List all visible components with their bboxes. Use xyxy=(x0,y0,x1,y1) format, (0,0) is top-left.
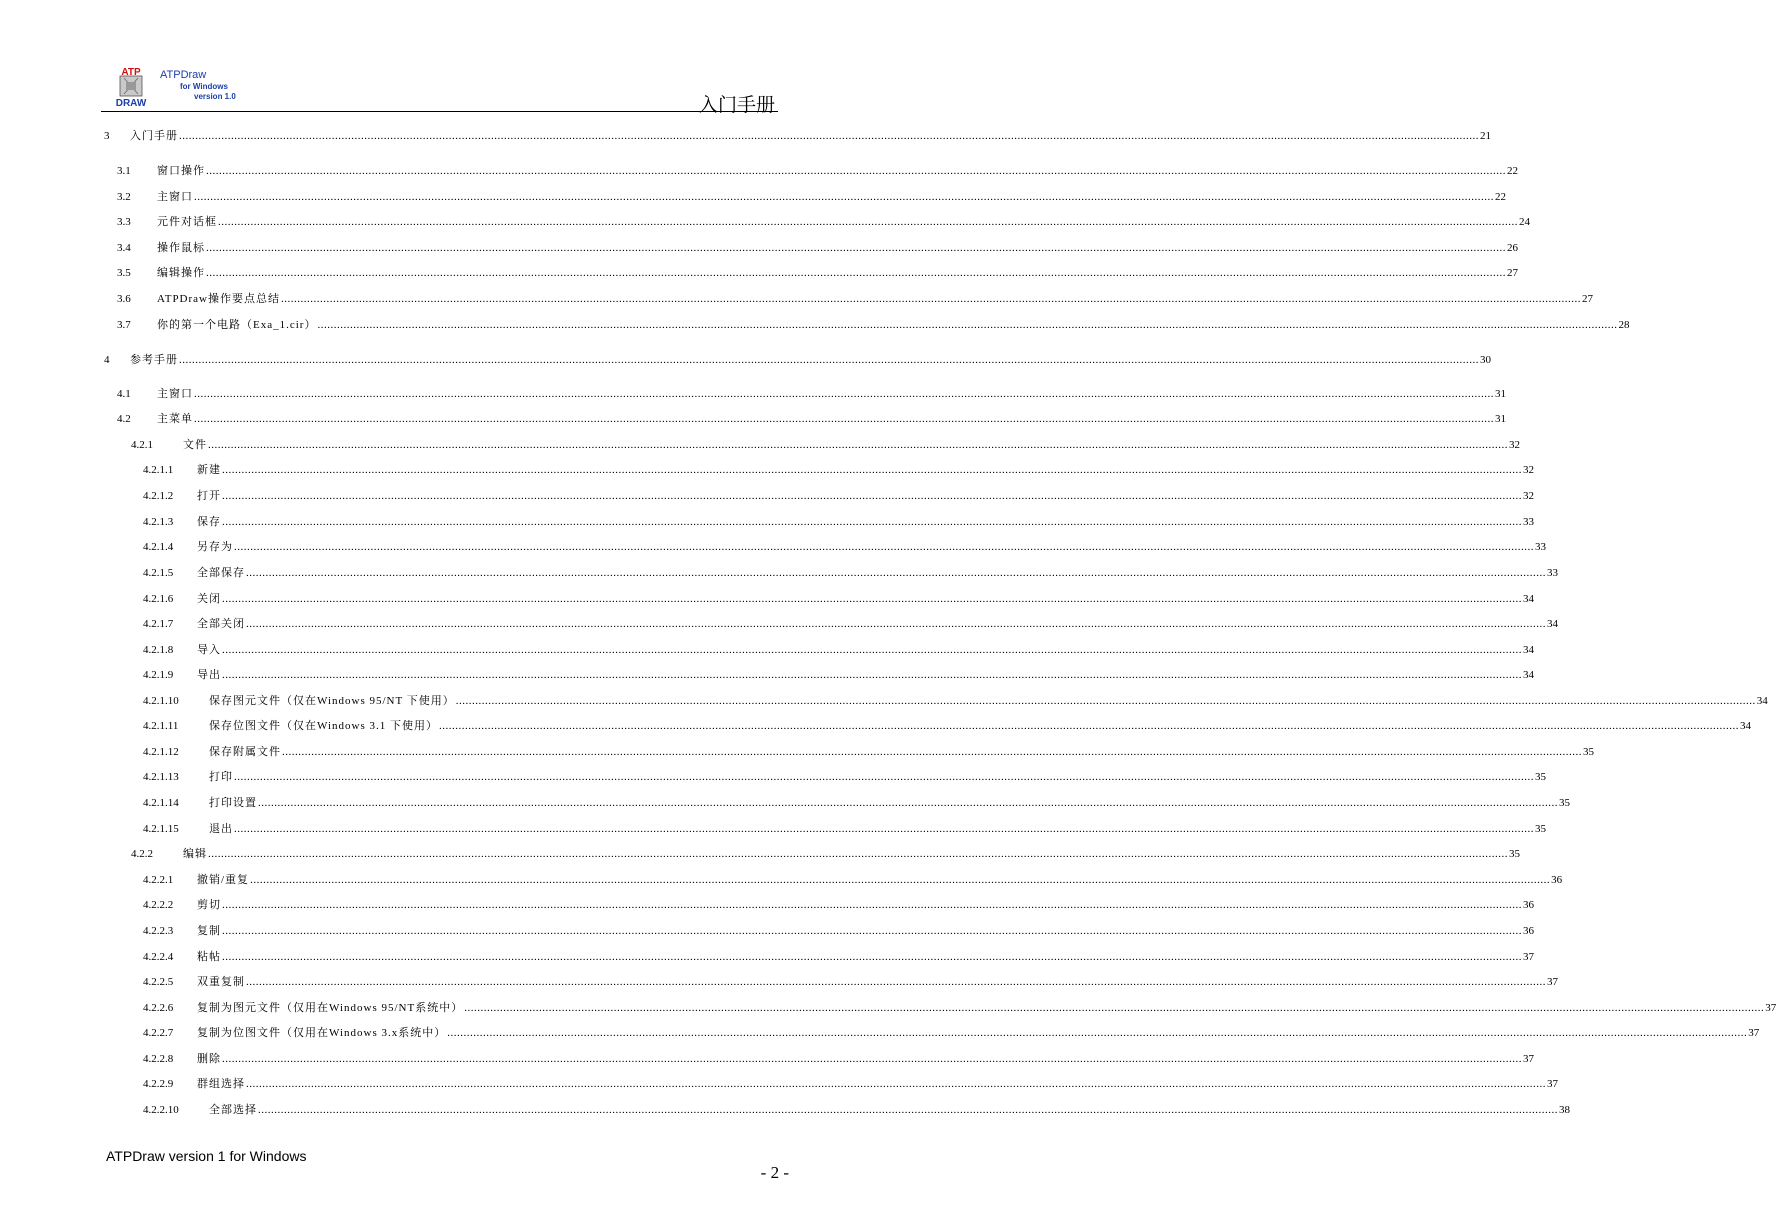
toc-entry-title: 你的第一个电路（Exa_1.cir） xyxy=(157,319,317,331)
toc-entry-title: 撤销/重复 xyxy=(197,874,250,886)
toc-entry[interactable] xyxy=(143,515,1534,529)
toc-entry-title: 全部保存 xyxy=(197,567,245,579)
toc-entry-number: 4.2.2 xyxy=(131,848,153,860)
logo-subtitle-platform: for Windows xyxy=(180,82,228,91)
toc-leader-dots: ................................................................................................................................................................................................................................................................................................................................................................................................................ xyxy=(222,464,1522,476)
toc-entry-page: 37 xyxy=(1523,951,1534,963)
toc-entry[interactable] xyxy=(143,694,1768,708)
toc-entry-page: 32 xyxy=(1509,439,1520,451)
toc-entry-title: 窗口操作 xyxy=(157,165,205,177)
toc-entry-page: 32 xyxy=(1523,490,1534,502)
toc-leader-dots: ................................................................................................................................................................................................................................................................................................................................................................................................................ xyxy=(222,899,1522,911)
toc-entry-page: 32 xyxy=(1523,464,1534,476)
toc-entry[interactable] xyxy=(143,1001,1776,1015)
toc-leader-dots: ................................................................................................................................................................................................................................................................................................................................................................................................................ xyxy=(246,567,1546,579)
toc-leader-dots: ................................................................................................................................................................................................................................................................................................................................................................................................................ xyxy=(208,848,1508,860)
toc-entry[interactable] xyxy=(131,847,1520,861)
toc-entry-number: 3.1 xyxy=(117,165,131,177)
toc-entry-title: 双重复制 xyxy=(197,976,245,988)
toc-entry-title: 文件 xyxy=(183,439,207,451)
toc-entry-page: 34 xyxy=(1547,618,1558,630)
toc-entry[interactable] xyxy=(131,438,1520,452)
toc-entry-number: 4.2.1.11 xyxy=(143,720,179,732)
toc-entry-title: 复制 xyxy=(197,925,221,937)
logo-mark-top: ATP xyxy=(121,67,141,78)
toc-entry-title: 主窗口 xyxy=(157,388,193,400)
toc-entry-title: 保存图元文件（仅在Windows 95/NT 下使用） xyxy=(209,695,455,707)
toc-leader-dots: ................................................................................................................................................................................................................................................................................................................................................................................................................ xyxy=(222,925,1522,937)
toc-entry-title: 主窗口 xyxy=(157,191,193,203)
toc-entry[interactable] xyxy=(143,796,1570,810)
toc-entry[interactable] xyxy=(143,540,1546,554)
logo-mark-bottom: DRAW xyxy=(115,98,147,109)
toc-entry-page: 35 xyxy=(1535,823,1546,835)
toc-entry-title: 编辑 xyxy=(183,848,207,860)
toc-entry-number: 4.2.2.7 xyxy=(143,1027,174,1039)
toc-leader-dots: ................................................................................................................................................................................................................................................................................................................................................................................................................ xyxy=(208,439,1508,451)
toc-entry[interactable] xyxy=(104,353,1491,367)
toc-entry[interactable] xyxy=(117,164,1518,178)
toc-leader-dots: ................................................................................................................................................................................................................................................................................................................................................................................................................ xyxy=(317,319,1618,331)
toc-entry-page: 34 xyxy=(1523,593,1534,605)
toc-leader-dots: ................................................................................................................................................................................................................................................................................................................................................................................................................ xyxy=(234,823,1534,835)
toc-entry-page: 38 xyxy=(1559,1104,1570,1116)
toc-leader-dots: ................................................................................................................................................................................................................................................................................................................................................................................................................ xyxy=(438,720,1739,732)
toc-entry[interactable] xyxy=(104,129,1491,143)
toc-entry[interactable] xyxy=(143,643,1534,657)
toc-entry-number: 4.2.2.5 xyxy=(143,976,174,988)
logo-title: ATPDraw xyxy=(160,69,207,81)
toc-entry-page: 27 xyxy=(1507,267,1518,279)
toc-entry[interactable] xyxy=(143,1077,1558,1091)
toc-entry-title: 复制为位图文件（仅用在Windows 3.x系统中） xyxy=(197,1027,447,1039)
toc-entry-page: 31 xyxy=(1495,388,1506,400)
toc-entry-number: 3.7 xyxy=(117,319,131,331)
toc-entry-title: 另存为 xyxy=(197,541,233,553)
toc-leader-dots: ................................................................................................................................................................................................................................................................................................................................................................................................................ xyxy=(222,516,1522,528)
toc-entry-title: 打印 xyxy=(209,771,233,783)
toc-entry-number: 3.2 xyxy=(117,191,131,203)
toc-entry-title: 保存附属文件 xyxy=(209,746,281,758)
toc-entry-number: 4.2.2.4 xyxy=(143,951,174,963)
toc-entry-title: 全部选择 xyxy=(209,1104,257,1116)
toc-entry-title: 复制为图元文件（仅用在Windows 95/NT系统中） xyxy=(197,1002,464,1014)
toc-leader-dots: ................................................................................................................................................................................................................................................................................................................................................................................................................ xyxy=(234,541,1534,553)
toc-entry-number: 4.2.1 xyxy=(131,439,153,451)
toc-leader-dots: ................................................................................................................................................................................................................................................................................................................................................................................................................ xyxy=(222,669,1522,681)
toc-entry[interactable] xyxy=(117,387,1506,401)
toc-leader-dots: ................................................................................................................................................................................................................................................................................................................................................................................................................ xyxy=(234,771,1534,783)
toc-entry[interactable] xyxy=(143,1103,1570,1117)
toc-entry-page: 24 xyxy=(1519,216,1530,228)
toc-entry-title: 导入 xyxy=(197,644,221,656)
toc-leader-dots: ................................................................................................................................................................................................................................................................................................................................................................................................................ xyxy=(222,1053,1522,1065)
toc-leader-dots: ................................................................................................................................................................................................................................................................................................................................................................................................................ xyxy=(258,1104,1558,1116)
toc-entry[interactable] xyxy=(143,566,1558,580)
toc-entry[interactable] xyxy=(117,266,1518,280)
toc-entry-title: 打印设置 xyxy=(209,797,257,809)
toc-entry-number: 3.6 xyxy=(117,293,131,305)
toc-entry-number: 4.2.2.3 xyxy=(143,925,174,937)
toc-entry-page: 22 xyxy=(1495,191,1506,203)
toc-entry-page: 34 xyxy=(1756,695,1768,707)
toc-leader-dots: ................................................................................................................................................................................................................................................................................................................................................................................................................ xyxy=(179,130,1479,142)
toc-leader-dots: ................................................................................................................................................................................................................................................................................................................................................................................................................ xyxy=(258,797,1558,809)
toc-entry[interactable] xyxy=(143,617,1558,631)
toc-entry[interactable] xyxy=(143,822,1546,836)
toc-entry-title: 导出 xyxy=(197,669,221,681)
toc-entry-number: 3.3 xyxy=(117,216,131,228)
toc-entry-page: 21 xyxy=(1480,130,1491,142)
toc-entry-title: 退出 xyxy=(209,823,233,835)
toc-entry-number: 4.2.2.9 xyxy=(143,1078,174,1090)
toc-leader-dots: ................................................................................................................................................................................................................................................................................................................................................................................................................ xyxy=(250,874,1551,886)
toc-entry-page: 33 xyxy=(1535,541,1546,553)
toc-entry-page: 35 xyxy=(1535,771,1546,783)
toc-entry-title: 保存 xyxy=(197,516,221,528)
toc-entry-page: 37 xyxy=(1547,976,1558,988)
toc-leader-dots: ................................................................................................................................................................................................................................................................................................................................................................................................................ xyxy=(455,695,1756,707)
header-divider xyxy=(101,111,778,112)
toc-leader-dots: ................................................................................................................................................................................................................................................................................................................................................................................................................ xyxy=(222,951,1522,963)
footer-page-number: - 2 - xyxy=(760,1163,789,1182)
toc-leader-dots: ................................................................................................................................................................................................................................................................................................................................................................................................................ xyxy=(218,216,1518,228)
toc-leader-dots: ................................................................................................................................................................................................................................................................................................................................................................................................................ xyxy=(281,293,1581,305)
toc-entry-number: 4.2.2.6 xyxy=(143,1002,174,1014)
toc-entry-page: 26 xyxy=(1507,242,1518,254)
toc-entry-title: 元件对话框 xyxy=(157,216,217,228)
toc-entry-number: 4.2.1.8 xyxy=(143,644,174,656)
toc-entry[interactable] xyxy=(117,412,1506,426)
toc-entry-number: 4.2.1.14 xyxy=(143,797,179,809)
toc-entry-page: 37 xyxy=(1523,1053,1534,1065)
toc-entry[interactable] xyxy=(117,215,1530,229)
toc-entry-title: 关闭 xyxy=(197,593,221,605)
toc-entry-title: 新建 xyxy=(197,464,221,476)
footer-product-name: ATPDraw version 1 for Windows xyxy=(106,1148,307,1164)
toc-leader-dots: ................................................................................................................................................................................................................................................................................................................................................................................................................ xyxy=(246,1078,1546,1090)
toc-entry-page: 30 xyxy=(1480,354,1491,366)
toc-entry[interactable] xyxy=(143,592,1534,606)
toc-entry-title: 保存位图文件（仅在Windows 3.1 下使用） xyxy=(209,720,438,732)
toc-entry-page: 34 xyxy=(1523,669,1534,681)
toc-leader-dots: ................................................................................................................................................................................................................................................................................................................................................................................................................ xyxy=(246,618,1546,630)
toc-entry-number: 4.2.2.8 xyxy=(143,1053,174,1065)
toc-entry-number: 3 xyxy=(104,130,110,142)
toc-entry[interactable] xyxy=(143,1026,1760,1040)
toc-entry[interactable] xyxy=(143,924,1534,938)
toc-entry-page: 34 xyxy=(1523,644,1534,656)
toc-leader-dots: ................................................................................................................................................................................................................................................................................................................................................................................................................ xyxy=(282,746,1582,758)
toc-entry-number: 4.2.1.7 xyxy=(143,618,174,630)
toc-entry-page: 37 xyxy=(1765,1002,1776,1014)
toc-leader-dots: ................................................................................................................................................................................................................................................................................................................................................................................................................ xyxy=(206,242,1506,254)
toc-entry-number: 4.2.1.10 xyxy=(143,695,179,707)
toc-entry-page: 35 xyxy=(1583,746,1594,758)
toc-entry[interactable] xyxy=(117,318,1630,332)
toc-entry-page: 36 xyxy=(1551,874,1563,886)
toc-entry-title: 群组选择 xyxy=(197,1078,245,1090)
toc-leader-dots: ................................................................................................................................................................................................................................................................................................................................................................................................................ xyxy=(194,413,1494,425)
toc-entry-page: 33 xyxy=(1547,567,1558,579)
toc-leader-dots: ................................................................................................................................................................................................................................................................................................................................................................................................................ xyxy=(194,191,1494,203)
toc-entry-number: 4.1 xyxy=(117,388,131,400)
toc-entry-page: 37 xyxy=(1547,1078,1558,1090)
logo-subtitle-version: version 1.0 xyxy=(194,92,236,101)
atpdraw-logo xyxy=(108,66,258,108)
toc-entry[interactable] xyxy=(143,1052,1534,1066)
toc-leader-dots: ................................................................................................................................................................................................................................................................................................................................................................................................................ xyxy=(246,976,1546,988)
toc-entry[interactable] xyxy=(143,898,1534,912)
toc-entry-number: 4.2.1.3 xyxy=(143,516,174,528)
toc-entry[interactable] xyxy=(117,292,1593,306)
toc-entry-number: 4.2.1.4 xyxy=(143,541,174,553)
toc-entry-page: 37 xyxy=(1748,1027,1760,1039)
toc-entry-number: 4.2.1.12 xyxy=(143,746,179,758)
toc-entry-number: 3.4 xyxy=(117,242,131,254)
toc-leader-dots: ................................................................................................................................................................................................................................................................................................................................................................................................................ xyxy=(222,644,1522,656)
toc-leader-dots: ................................................................................................................................................................................................................................................................................................................................................................................................................ xyxy=(222,593,1522,605)
toc-entry-title: 参考手册 xyxy=(130,354,178,366)
toc-entry-number: 4.2.1.9 xyxy=(143,669,174,681)
toc-entry[interactable] xyxy=(143,489,1534,503)
toc-entry-number: 4.2.2.2 xyxy=(143,899,174,911)
toc-entry-number: 4.2.1.2 xyxy=(143,490,174,502)
toc-leader-dots: ................................................................................................................................................................................................................................................................................................................................................................................................................ xyxy=(194,388,1494,400)
toc-entry-number: 4.2.1.1 xyxy=(143,464,174,476)
toc-entry[interactable] xyxy=(143,873,1563,887)
toc-entry-page: 22 xyxy=(1507,165,1518,177)
header-title: 入门手册 xyxy=(698,95,775,116)
toc-leader-dots: ................................................................................................................................................................................................................................................................................................................................................................................................................ xyxy=(447,1027,1748,1039)
toc-entry[interactable] xyxy=(117,190,1506,204)
toc-entry-page: 31 xyxy=(1495,413,1506,425)
toc-entry-number: 4.2.1.13 xyxy=(143,771,179,783)
toc-leader-dots: ................................................................................................................................................................................................................................................................................................................................................................................................................ xyxy=(206,267,1506,279)
toc-entry[interactable] xyxy=(143,745,1594,759)
toc-entry-title: 操作鼠标 xyxy=(157,242,205,254)
toc-leader-dots: ................................................................................................................................................................................................................................................................................................................................................................................................................ xyxy=(464,1002,1765,1014)
toc-entry-page: 33 xyxy=(1523,516,1534,528)
toc-entry-title: 全部关闭 xyxy=(197,618,245,630)
toc-entry-number: 4.2.1.15 xyxy=(143,823,179,835)
toc-entry-title: 粘帖 xyxy=(197,951,221,963)
toc-entry-page: 34 xyxy=(1739,720,1751,732)
toc-entry-page: 28 xyxy=(1618,319,1630,331)
toc-leader-dots: ................................................................................................................................................................................................................................................................................................................................................................................................................ xyxy=(206,165,1506,177)
toc-entry-number: 4.2.2.1 xyxy=(143,874,174,886)
toc-entry-page: 35 xyxy=(1559,797,1570,809)
toc-entry-title: 入门手册 xyxy=(130,130,178,142)
toc-entry-number: 4.2 xyxy=(117,413,131,425)
toc-entry[interactable] xyxy=(143,950,1534,964)
toc-entry-number: 4.2.1.6 xyxy=(143,593,174,605)
toc-entry-number: 4.2.1.5 xyxy=(143,567,174,579)
toc-entry-page: 36 xyxy=(1523,899,1534,911)
toc-entry[interactable] xyxy=(143,719,1751,733)
toc-entry-page: 27 xyxy=(1582,293,1593,305)
toc-entry-page: 35 xyxy=(1509,848,1520,860)
toc-entry-title: 删除 xyxy=(197,1053,221,1065)
toc-entry-number: 4 xyxy=(104,354,110,366)
toc-entry-title: ATPDraw操作要点总结 xyxy=(157,293,280,305)
toc-entry[interactable] xyxy=(117,241,1518,255)
toc-entry-title: 打开 xyxy=(197,490,221,502)
toc-entry[interactable] xyxy=(143,975,1558,989)
atpdraw-logo-icon xyxy=(108,66,156,108)
toc-leader-dots: ................................................................................................................................................................................................................................................................................................................................................................................................................ xyxy=(222,490,1522,502)
toc-entry[interactable] xyxy=(143,463,1534,477)
toc-entry-number: 3.5 xyxy=(117,267,131,279)
toc-entry[interactable] xyxy=(143,668,1534,682)
toc-entry-title: 主菜单 xyxy=(157,413,193,425)
toc-entry-page: 36 xyxy=(1523,925,1534,937)
toc-entry-number: 4.2.2.10 xyxy=(143,1104,179,1116)
toc-entry-title: 剪切 xyxy=(197,899,221,911)
toc-leader-dots: ................................................................................................................................................................................................................................................................................................................................................................................................................ xyxy=(179,354,1479,366)
toc-entry-title: 编辑操作 xyxy=(157,267,205,279)
toc-entry[interactable] xyxy=(143,770,1546,784)
